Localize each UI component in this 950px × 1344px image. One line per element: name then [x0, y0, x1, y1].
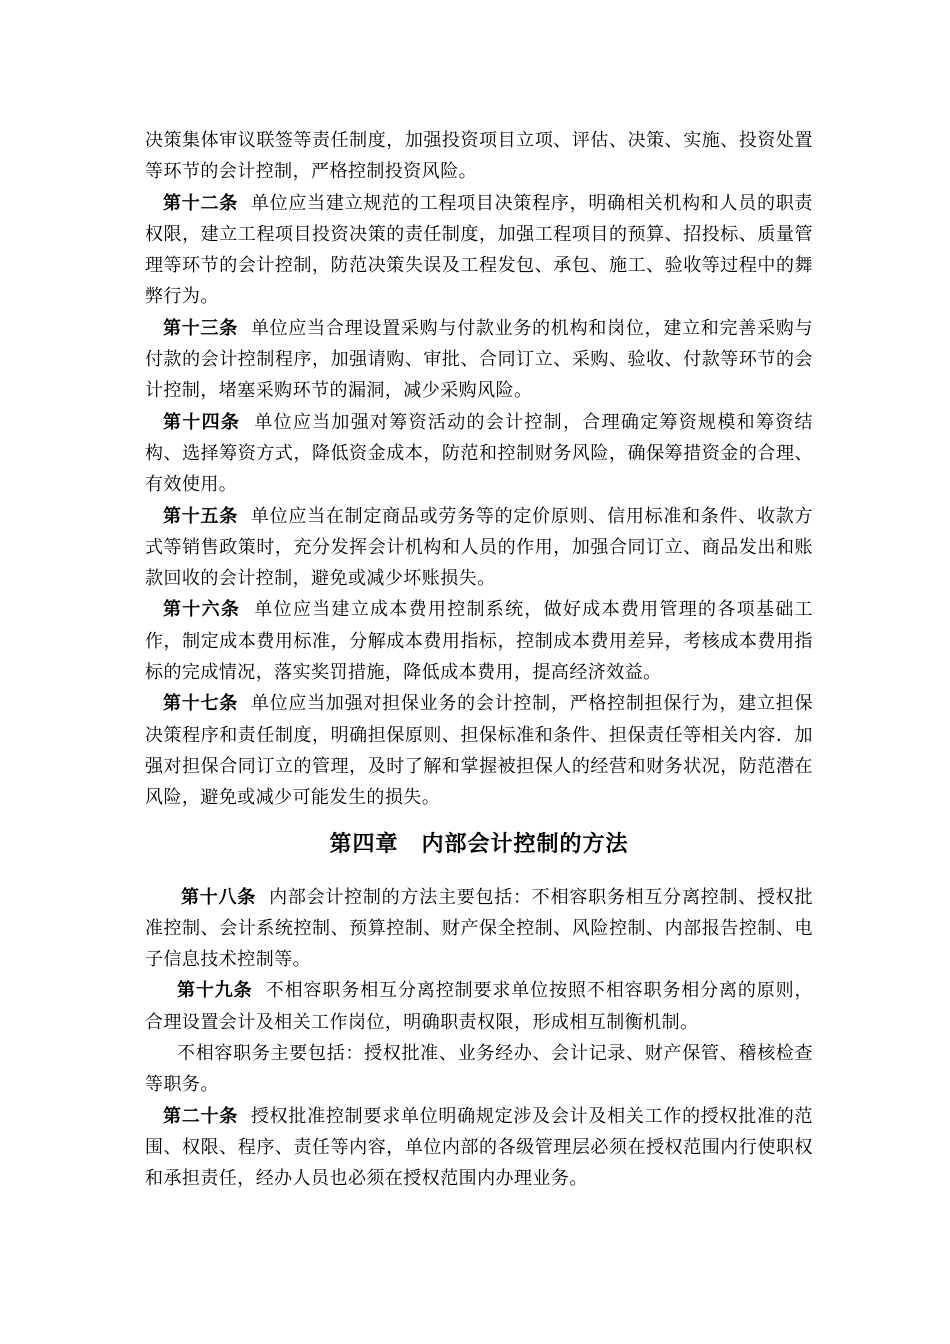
- article-text: 授权批准控制要求单位明确规定涉及会计及相关工作的授权批准的范围、权限、程序、责任等内容，单位内部的各级管理层必须在授权范围内行使职权和承担责任，经办人员也必须在授权范围内办理业务。: [145, 1105, 813, 1190]
- article-number: 第二十条: [163, 1105, 238, 1127]
- article-number: 第十六条: [163, 599, 241, 621]
- article-13: [145, 313, 813, 407]
- article-number: 第十四条: [163, 411, 241, 433]
- article-text: 单位应当合理设置采购与付款业务的机构和岗位，建立和完善采购与付款的会计控制程序，加强请购、审批、合同订立、采购、验收、付款等环节的会计控制，堵塞采购环节的漏洞，减少采购风险。: [145, 317, 813, 402]
- article-number: 第十二条: [163, 192, 238, 214]
- article-number: 第十七条: [163, 693, 238, 715]
- article-17: [145, 688, 813, 813]
- article-number: 第十五条: [163, 505, 238, 527]
- article-text: 单位应当加强对担保业务的会计控制，严格控制担保行为，建立担保决策程序和责任制度，明确担保原则、担保标准和条件、担保责任等相关内容．加强对担保合同订立的管理，及时了解和掌握被担保人的经营和财务状况，防范潜在风险，避免或减少可能发生的损失。: [145, 693, 813, 809]
- chapter-title: 第四章 内部会计控制的方法: [329, 831, 629, 857]
- article-15: [145, 501, 813, 595]
- article-19: [145, 975, 813, 1038]
- article-14: [145, 407, 813, 501]
- article-number: 第十八条: [181, 886, 257, 908]
- article-text: 单位应当建立规范的工程项目决策程序，明确相关机构和人员的职责权限，建立工程项目投资决策的责任制度，加强工程项目的预算、招投标、质量管理等环节的会计控制，防范决策失误及工程发包、承包、施工、验收等过程中的舞弊行为。: [145, 192, 813, 308]
- article-text: 不相容职务相互分离控制要求单位按照不相容职务相分离的原则，合理设置会计及相关工作岗位，明确职责权限，形成相互制衡机制。: [145, 980, 813, 1033]
- article-text: 内部会计控制的方法主要包括：不相容职务相互分离控制、授权批准控制、会计系统控制、预算控制、财产保全控制、风险控制、内部报告控制、电子信息技术控制等。: [145, 886, 814, 971]
- article-text: 单位应当加强对筹资活动的会计控制，合理确定筹资规模和筹资结构、选择筹资方式，降低资金成本，防范和控制财务风险，确保筹措资金的合理、有效使用。: [145, 411, 813, 496]
- article-text: 单位应当建立成本费用控制系统，做好成本费用管理的各项基础工作，制定成本费用标准，分解成本费用指标，控制成本费用差异，考核成本费用指标的完成情况，落实奖罚措施，降低成本费用，提高经济效益。: [145, 599, 813, 684]
- article-number: 第十三条: [163, 317, 238, 339]
- article-16: [145, 594, 813, 688]
- paragraph-text: 决策集体审议联签等责任制度，加强投资项目立项、评估、决策、实施、投资处置等环节的会计控制，严格控制投资风险。: [145, 130, 813, 183]
- paragraph-text: 不相容职务主要包括：授权批准、业务经办、会计记录、财产保管、稽核检查等职务。: [145, 1043, 813, 1096]
- document-page: [145, 125, 813, 1195]
- article-12: [145, 188, 813, 313]
- paragraph-incompatible-duties: [145, 1038, 813, 1101]
- article-20: [145, 1101, 813, 1195]
- article-text: 单位应当在制定商品或劳务等的定价原则、信用标准和条件、收款方式等销售政策时，充分发挥会计机构和人员的作用，加强合同订立、商品发出和账款回收的会计控制，避免或减少坏账损失。: [145, 505, 813, 590]
- article-number: 第十九条: [177, 980, 253, 1002]
- article-18: [145, 882, 813, 976]
- paragraph-continuation: [145, 125, 813, 188]
